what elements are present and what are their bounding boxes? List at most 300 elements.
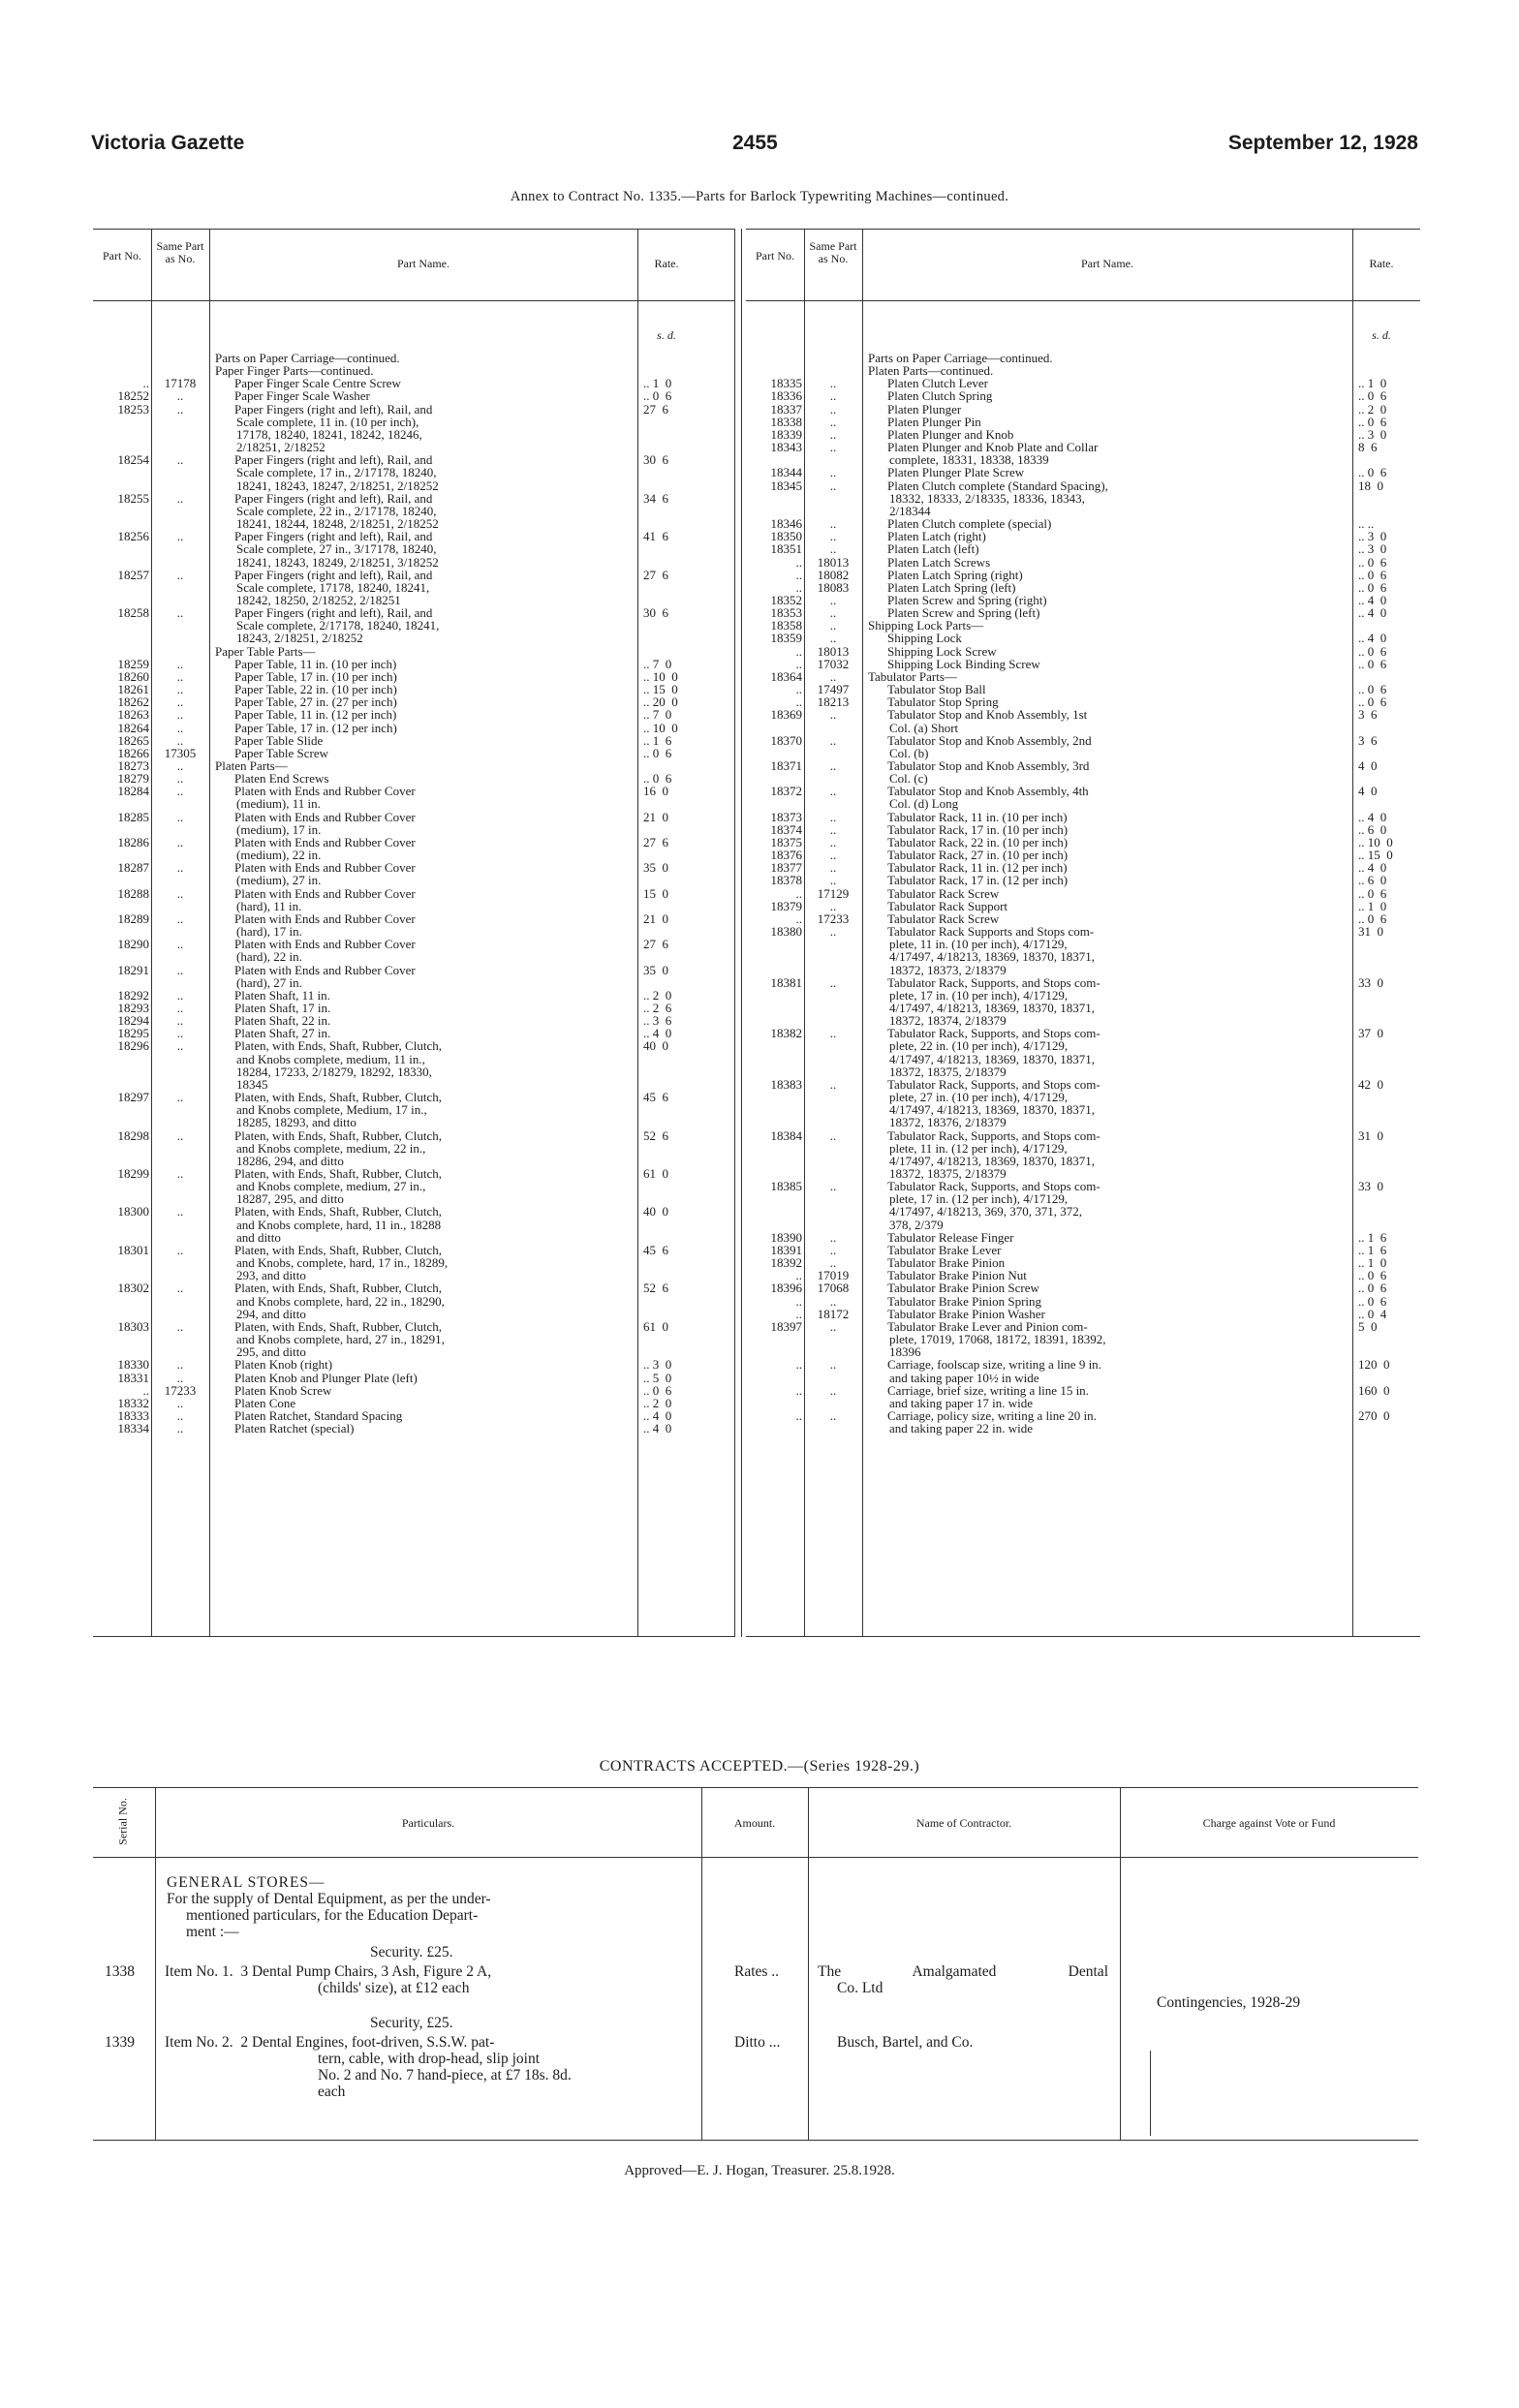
rate: .. 3 0 bbox=[1358, 426, 1387, 442]
header-amount: Amount. bbox=[733, 1816, 776, 1830]
rate: .. 4 0 bbox=[1358, 860, 1387, 876]
rate: .. 20 0 bbox=[643, 695, 678, 710]
rate: .. 0 6 bbox=[1358, 656, 1387, 671]
part-row bbox=[746, 823, 1420, 836]
part-no: 18332 bbox=[117, 1395, 149, 1410]
annex-title: Annex to Contract No. 1335.—Parts for Barlock Typewriting Machines—continued. bbox=[510, 189, 1009, 204]
same-part-no: .. bbox=[829, 1127, 837, 1143]
part-name: complete, 18331, 18338, 18339 bbox=[889, 452, 1049, 468]
rate: .. 0 6 bbox=[1358, 388, 1387, 404]
same-part-no: .. bbox=[176, 720, 184, 735]
part-row bbox=[746, 492, 1420, 505]
part-no: 18334 bbox=[117, 1421, 149, 1436]
rate bbox=[637, 542, 690, 555]
part-no bbox=[746, 1103, 804, 1116]
same-part-no: .. bbox=[829, 376, 837, 391]
part-row bbox=[746, 1219, 1420, 1231]
same-part-no: .. bbox=[176, 937, 184, 952]
part-no: .. bbox=[795, 579, 802, 595]
part-row bbox=[93, 989, 734, 1002]
same-part-no bbox=[804, 492, 862, 505]
part-no bbox=[746, 1345, 804, 1358]
part-name: Tabulator Brake Lever bbox=[887, 1242, 1002, 1257]
rate: .. 4 0 bbox=[643, 1407, 672, 1423]
part-name: Platen Clutch Lever bbox=[887, 376, 988, 391]
same-part-no bbox=[804, 1065, 862, 1078]
part-no: 18380 bbox=[770, 924, 802, 940]
rate: .. 1 0 bbox=[1358, 898, 1387, 913]
part-row bbox=[746, 722, 1420, 734]
same-part-no bbox=[804, 1142, 862, 1155]
part-no: 18289 bbox=[117, 911, 149, 926]
same-part-no: .. bbox=[829, 1229, 837, 1245]
rate: .. 0 4 bbox=[1358, 1306, 1387, 1321]
part-row bbox=[746, 517, 1420, 530]
same-part-no: .. bbox=[829, 1255, 837, 1271]
part-name: Paper Table, 17 in. (12 per inch) bbox=[234, 720, 397, 735]
same-part-no: .. bbox=[176, 860, 184, 876]
part-no: 18273 bbox=[117, 758, 149, 773]
part-no: 18266 bbox=[117, 745, 149, 760]
part-no bbox=[93, 1103, 151, 1116]
rate bbox=[637, 1053, 690, 1065]
item-2-line-4: each bbox=[318, 2084, 346, 2100]
part-no: 18375 bbox=[770, 834, 802, 849]
rate bbox=[1352, 989, 1405, 1002]
rate bbox=[637, 1180, 690, 1192]
same-part-no bbox=[151, 1333, 209, 1345]
part-row bbox=[746, 1180, 1420, 1192]
part-name: 18372, 18373, 2/18379 bbox=[889, 962, 1007, 977]
part-row bbox=[746, 1409, 1420, 1422]
contractor-1-line-2: Co. Ltd bbox=[837, 1980, 884, 1996]
part-no: 18343 bbox=[770, 440, 802, 455]
rate bbox=[1352, 1116, 1405, 1128]
part-no bbox=[746, 964, 804, 976]
item-2-line-2: tern, cable, with drop-head, slip joint bbox=[318, 2051, 540, 2067]
part-name: Shipping Lock bbox=[887, 631, 962, 646]
part-name: Tabulator Rack, 27 in. (10 per inch) bbox=[887, 848, 1069, 863]
part-no bbox=[93, 900, 151, 912]
part-name: Paper Finger Parts—continued. bbox=[215, 363, 374, 379]
same-part-no: 17178 bbox=[164, 376, 197, 391]
part-no bbox=[746, 1053, 804, 1065]
part-name: Platen Knob and Plunger Plate (left) bbox=[234, 1370, 418, 1385]
part-name: Shipping Lock Screw bbox=[887, 643, 997, 659]
rate: 31 0 bbox=[1358, 924, 1383, 940]
part-row bbox=[746, 708, 1420, 721]
rate: .. 15 0 bbox=[643, 682, 678, 697]
part-no bbox=[746, 938, 804, 950]
rate: .. 4 0 bbox=[643, 1421, 672, 1436]
part-no: .. bbox=[795, 643, 802, 659]
part-row bbox=[746, 1116, 1420, 1128]
part-row bbox=[93, 1333, 734, 1345]
same-part-no bbox=[151, 1116, 209, 1128]
part-row bbox=[93, 1295, 734, 1308]
same-part-no: .. bbox=[829, 592, 837, 607]
part-name: 17178, 18240, 18241, 18242, 18246, bbox=[236, 426, 422, 442]
same-part-no: 17129 bbox=[817, 885, 850, 901]
same-part-no: .. bbox=[176, 388, 184, 404]
part-row bbox=[746, 1231, 1420, 1244]
same-part-no: .. bbox=[829, 732, 837, 748]
same-part-no: .. bbox=[829, 426, 837, 442]
part-no bbox=[93, 428, 151, 441]
rate bbox=[637, 466, 690, 479]
part-name: Paper Table Parts— bbox=[215, 643, 316, 659]
part-name: Platen with Ends and Rubber Cover bbox=[234, 911, 416, 926]
part-name: Platen Shaft, 27 in. bbox=[234, 1026, 331, 1041]
part-row bbox=[746, 785, 1420, 797]
part-row bbox=[746, 594, 1420, 606]
part-name: Tabulator Rack, 11 in. (10 per inch) bbox=[887, 809, 1068, 824]
part-name: Paper Finger Scale Washer bbox=[234, 388, 370, 404]
same-part-no: 18083 bbox=[817, 579, 850, 595]
same-part-no bbox=[804, 1397, 862, 1409]
rate: 35 0 bbox=[643, 860, 668, 876]
part-row bbox=[746, 1372, 1420, 1384]
part-no bbox=[746, 492, 804, 505]
rate bbox=[637, 632, 690, 644]
rate: 37 0 bbox=[1358, 1026, 1383, 1041]
part-name: Tabulator Rack, 11 in. (12 per inch) bbox=[887, 860, 1068, 876]
rate: .. 1 6 bbox=[1358, 1242, 1387, 1257]
part-no: 18295 bbox=[117, 1026, 149, 1041]
part-name: Scale complete, 27 in., 3/17178, 18240, bbox=[236, 541, 437, 557]
part-no: 18369 bbox=[770, 707, 802, 723]
part-no bbox=[93, 1053, 151, 1065]
part-name: and Knobs complete, medium, 11 in., bbox=[236, 1051, 425, 1066]
same-part-no: .. bbox=[829, 758, 837, 773]
part-row bbox=[93, 658, 734, 670]
part-row bbox=[746, 1244, 1420, 1256]
rate: .. 0 6 bbox=[1358, 567, 1387, 582]
part-row bbox=[93, 695, 734, 708]
part-name: plete, 22 in. (10 per inch), 4/17129, bbox=[889, 1038, 1069, 1054]
same-part-no: .. bbox=[176, 529, 184, 544]
part-no: 18330 bbox=[117, 1357, 149, 1373]
rate: 18 0 bbox=[1358, 478, 1383, 493]
part-name: Platen Plunger Plate Screw bbox=[887, 465, 1025, 480]
part-no: 18301 bbox=[117, 1242, 149, 1257]
same-part-no bbox=[804, 1116, 862, 1128]
rate: .. 0 6 bbox=[643, 771, 672, 787]
rate bbox=[637, 645, 690, 658]
part-name: Platen Plunger and Knob Plate and Collar bbox=[887, 440, 1099, 455]
part-no: 18378 bbox=[770, 873, 802, 888]
part-row bbox=[93, 1205, 734, 1218]
same-part-no: .. bbox=[176, 1090, 184, 1105]
security-1: Security. £25. bbox=[370, 1944, 453, 1960]
rate: .. 10 0 bbox=[643, 720, 678, 735]
same-part-no: .. bbox=[176, 656, 184, 671]
part-row bbox=[93, 619, 734, 632]
part-no: .. bbox=[795, 1407, 802, 1423]
same-part-no: .. bbox=[176, 1370, 184, 1385]
same-part-no bbox=[151, 542, 209, 555]
part-name: Paper Fingers (right and left), Rail, and bbox=[234, 452, 433, 468]
part-name: Tabulator Stop Spring bbox=[887, 695, 999, 710]
same-part-no: .. bbox=[176, 885, 184, 901]
same-part-no bbox=[151, 976, 209, 989]
rate: 45 6 bbox=[643, 1090, 668, 1105]
part-row bbox=[93, 1002, 734, 1014]
part-no bbox=[93, 556, 151, 569]
same-part-no bbox=[151, 900, 209, 912]
part-row bbox=[93, 759, 734, 772]
rate: 3 6 bbox=[1358, 707, 1378, 723]
part-name: Tabulator Rack, Supports, and Stops com- bbox=[887, 1076, 1100, 1092]
part-no: 18296 bbox=[117, 1038, 149, 1054]
part-name: 18372, 18374, 2/18379 bbox=[889, 1013, 1007, 1029]
part-no: 18294 bbox=[117, 1013, 149, 1029]
part-no: 18291 bbox=[117, 962, 149, 977]
part-name: 18241, 18244, 18248, 2/18251, 2/18252 bbox=[236, 516, 439, 532]
part-row bbox=[93, 1065, 734, 1078]
same-part-no: .. bbox=[176, 452, 184, 468]
item-2-line-3: No. 2 and No. 7 hand-piece, at £7 18s. 8d. bbox=[318, 2067, 572, 2084]
part-row bbox=[746, 1142, 1420, 1155]
rate bbox=[1352, 1205, 1405, 1218]
part-no: 18385 bbox=[770, 1179, 802, 1194]
same-part-no: .. bbox=[829, 668, 837, 684]
part-name: Tabulator Rack, Supports, and Stops com- bbox=[887, 1127, 1100, 1143]
part-row bbox=[746, 542, 1420, 555]
rate bbox=[1352, 1091, 1405, 1103]
part-no: .. bbox=[795, 656, 802, 671]
same-part-no: .. bbox=[829, 1076, 837, 1092]
part-name: 4/17497, 4/18213, 18369, 18370, 18371, bbox=[889, 1102, 1095, 1118]
page-number: 2455 bbox=[732, 132, 778, 154]
part-no: 18396 bbox=[770, 1281, 802, 1296]
part-name: Platen Ratchet, Standard Spacing bbox=[234, 1407, 403, 1423]
same-part-no bbox=[151, 645, 209, 658]
part-no bbox=[93, 1219, 151, 1231]
part-no: 18263 bbox=[117, 707, 149, 723]
part-no bbox=[93, 950, 151, 963]
part-row bbox=[93, 1372, 734, 1384]
part-no bbox=[746, 1422, 804, 1435]
same-part-no: .. bbox=[829, 707, 837, 723]
part-row bbox=[93, 785, 734, 797]
same-part-no bbox=[804, 1002, 862, 1014]
part-name: Tabulator Release Finger bbox=[887, 1229, 1014, 1245]
rate: 52 6 bbox=[643, 1281, 668, 1296]
same-part-no: .. bbox=[176, 1318, 184, 1334]
item-1-line-1: Item No. 1. 3 Dental Pump Chairs, 3 Ash, Figure 2 A, bbox=[165, 1963, 492, 1980]
part-name: Platen Ratchet (special) bbox=[234, 1421, 355, 1436]
part-no bbox=[746, 1155, 804, 1167]
part-row bbox=[93, 352, 734, 364]
part-no: 18261 bbox=[117, 682, 149, 697]
rate: .. 4 0 bbox=[1358, 605, 1387, 621]
issue-date: September 12, 1928 bbox=[1227, 132, 1418, 154]
same-part-no bbox=[804, 1039, 862, 1052]
part-no: 18335 bbox=[770, 376, 802, 391]
contractor-2: Busch, Bartel, and Co. bbox=[837, 2034, 974, 2051]
part-row bbox=[93, 389, 734, 402]
rate: .. 0 6 bbox=[1358, 414, 1387, 429]
part-name: (medium), 27 in. bbox=[236, 873, 322, 888]
part-row bbox=[746, 416, 1420, 428]
part-name: Tabulator Stop and Knob Assembly, 1st bbox=[887, 707, 1088, 723]
same-part-no: 17019 bbox=[817, 1268, 850, 1283]
col-header-same-part: Same Part as No. bbox=[809, 239, 857, 265]
rate bbox=[1352, 352, 1405, 364]
part-no: .. bbox=[795, 1382, 802, 1398]
part-name: Platen with Ends and Rubber Cover bbox=[234, 937, 416, 952]
serial-1339: 1339 bbox=[105, 2034, 135, 2051]
part-no bbox=[93, 352, 151, 364]
part-row bbox=[746, 759, 1420, 772]
rate: .. 1 6 bbox=[1358, 1229, 1387, 1245]
rate: 270 0 bbox=[1358, 1407, 1390, 1423]
security-2: Security, £25. bbox=[370, 2015, 453, 2031]
rate: 4 0 bbox=[1358, 784, 1378, 799]
rate bbox=[1352, 1103, 1405, 1116]
part-row bbox=[93, 797, 734, 810]
same-part-no: .. bbox=[829, 541, 837, 557]
rate: .. 7 0 bbox=[643, 656, 672, 671]
part-no bbox=[746, 797, 804, 810]
rate: .. 4 0 bbox=[1358, 592, 1387, 607]
rate bbox=[1352, 1039, 1405, 1052]
rate: .. 2 0 bbox=[1358, 401, 1387, 417]
part-name: Platen Plunger Pin bbox=[887, 414, 981, 429]
col-header-rate: Rate. bbox=[654, 257, 679, 270]
rate bbox=[1352, 1142, 1405, 1155]
same-part-no: .. bbox=[829, 516, 837, 532]
part-no: 18284 bbox=[117, 784, 149, 799]
part-no: 18286 bbox=[117, 834, 149, 849]
part-row bbox=[746, 556, 1420, 569]
rate: 33 0 bbox=[1358, 1179, 1383, 1194]
parts-table-left bbox=[93, 229, 734, 1637]
part-no: 18370 bbox=[770, 732, 802, 748]
part-row bbox=[746, 836, 1420, 849]
part-name: Platen Shaft, 22 in. bbox=[234, 1013, 331, 1029]
same-part-no: .. bbox=[829, 924, 837, 940]
same-part-no bbox=[151, 1308, 209, 1320]
part-no: 18293 bbox=[117, 1000, 149, 1015]
same-part-no: .. bbox=[176, 732, 184, 748]
part-no: 18333 bbox=[117, 1407, 149, 1423]
part-no: 18264 bbox=[117, 720, 149, 735]
part-name: Paper Finger Scale Centre Screw bbox=[234, 376, 401, 391]
part-name: and Knobs complete, hard, 22 in., 18290, bbox=[236, 1293, 445, 1309]
same-part-no: .. bbox=[176, 962, 184, 977]
part-no: 18391 bbox=[770, 1242, 802, 1257]
rate: .. 0 6 bbox=[1358, 643, 1387, 659]
part-name: Tabulator Brake Pinion Spring bbox=[887, 1293, 1042, 1309]
part-name: 18286, 294, and ditto bbox=[236, 1153, 344, 1168]
contracts-table bbox=[93, 1787, 1418, 2141]
part-name: Platen Clutch complete (Standard Spacing), bbox=[887, 478, 1108, 493]
part-row bbox=[93, 1397, 734, 1409]
rate bbox=[1352, 722, 1405, 734]
part-row bbox=[93, 722, 734, 734]
part-name: 18285, 18293, and ditto bbox=[236, 1115, 356, 1130]
item-1-line-2: (childs' size), at £12 each bbox=[318, 1980, 470, 1996]
part-row bbox=[746, 453, 1420, 466]
rate: 41 6 bbox=[643, 529, 668, 544]
part-name: Platen Clutch complete (special) bbox=[887, 516, 1052, 532]
part-name: Platen with Ends and Rubber Cover bbox=[234, 809, 416, 824]
same-part-no: .. bbox=[829, 631, 837, 646]
part-name: Tabulator Stop and Knob Assembly, 2nd bbox=[887, 732, 1092, 748]
part-name: 378, 2/379 bbox=[889, 1217, 944, 1232]
rate: 42 0 bbox=[1358, 1076, 1383, 1092]
part-name: and taking paper 10½ in wide bbox=[889, 1370, 1039, 1385]
rate bbox=[1352, 1422, 1405, 1435]
rate bbox=[637, 1219, 690, 1231]
part-row bbox=[93, 632, 734, 644]
rate: .. 0 6 bbox=[1358, 579, 1387, 595]
rate: .. 2 0 bbox=[643, 1395, 672, 1410]
part-row bbox=[746, 1053, 1420, 1065]
part-name: Paper Table, 27 in. (27 per inch) bbox=[234, 695, 397, 710]
rate: .. 2 6 bbox=[643, 1000, 672, 1015]
same-part-no bbox=[804, 1219, 862, 1231]
same-part-no bbox=[151, 1231, 209, 1244]
gazette-name: Victoria Gazette bbox=[91, 132, 245, 154]
part-name: Carriage, foolscap size, writing a line 9 in. bbox=[887, 1357, 1101, 1373]
part-no bbox=[93, 479, 151, 492]
part-name: (hard), 22 in. bbox=[236, 949, 302, 965]
part-row bbox=[746, 1065, 1420, 1078]
part-row bbox=[93, 912, 734, 925]
same-part-no: 18082 bbox=[817, 567, 850, 582]
rate: .. 1 6 bbox=[643, 732, 672, 748]
same-part-no bbox=[151, 466, 209, 479]
part-row bbox=[746, 950, 1420, 963]
same-part-no bbox=[804, 352, 862, 364]
part-name: Platen, with Ends, Shaft, Rubber, Clutch, bbox=[234, 1038, 442, 1054]
rate bbox=[637, 556, 690, 569]
part-row bbox=[93, 542, 734, 555]
part-no: 18346 bbox=[770, 516, 802, 532]
part-no: 18290 bbox=[117, 937, 149, 952]
rate bbox=[637, 1308, 690, 1320]
same-part-no bbox=[804, 1422, 862, 1435]
part-name: 4/17497, 4/18213, 18369, 18370, 18371, bbox=[889, 949, 1095, 965]
part-no bbox=[93, 1142, 151, 1155]
rate bbox=[1352, 938, 1405, 950]
part-no bbox=[93, 505, 151, 517]
part-name: Tabulator Brake Pinion Nut bbox=[887, 1268, 1027, 1283]
same-part-no: 18013 bbox=[817, 554, 850, 570]
part-name: Tabulator Stop and Knob Assembly, 3rd bbox=[887, 758, 1090, 773]
part-no: 18258 bbox=[117, 605, 149, 621]
part-name: 18345 bbox=[236, 1076, 268, 1092]
part-name: Scale complete, 11 in. (10 per inch), bbox=[236, 414, 419, 429]
part-row bbox=[93, 556, 734, 569]
rate: .. 0 6 bbox=[1358, 885, 1387, 901]
part-name: Col. (d) Long bbox=[889, 796, 959, 812]
part-name: 18241, 18243, 18247, 2/18251, 2/18252 bbox=[236, 478, 439, 493]
same-part-no: .. bbox=[176, 1013, 184, 1029]
rate-units: s. d. bbox=[1372, 328, 1391, 342]
same-part-no: .. bbox=[829, 414, 837, 429]
same-part-no bbox=[151, 1180, 209, 1192]
same-part-no: .. bbox=[176, 490, 184, 506]
rate: 3 6 bbox=[1358, 732, 1378, 748]
part-row bbox=[93, 1358, 734, 1371]
part-row bbox=[746, 1308, 1420, 1320]
part-no: 18358 bbox=[770, 618, 802, 633]
part-name: Platen Plunger and Knob bbox=[887, 426, 1014, 442]
